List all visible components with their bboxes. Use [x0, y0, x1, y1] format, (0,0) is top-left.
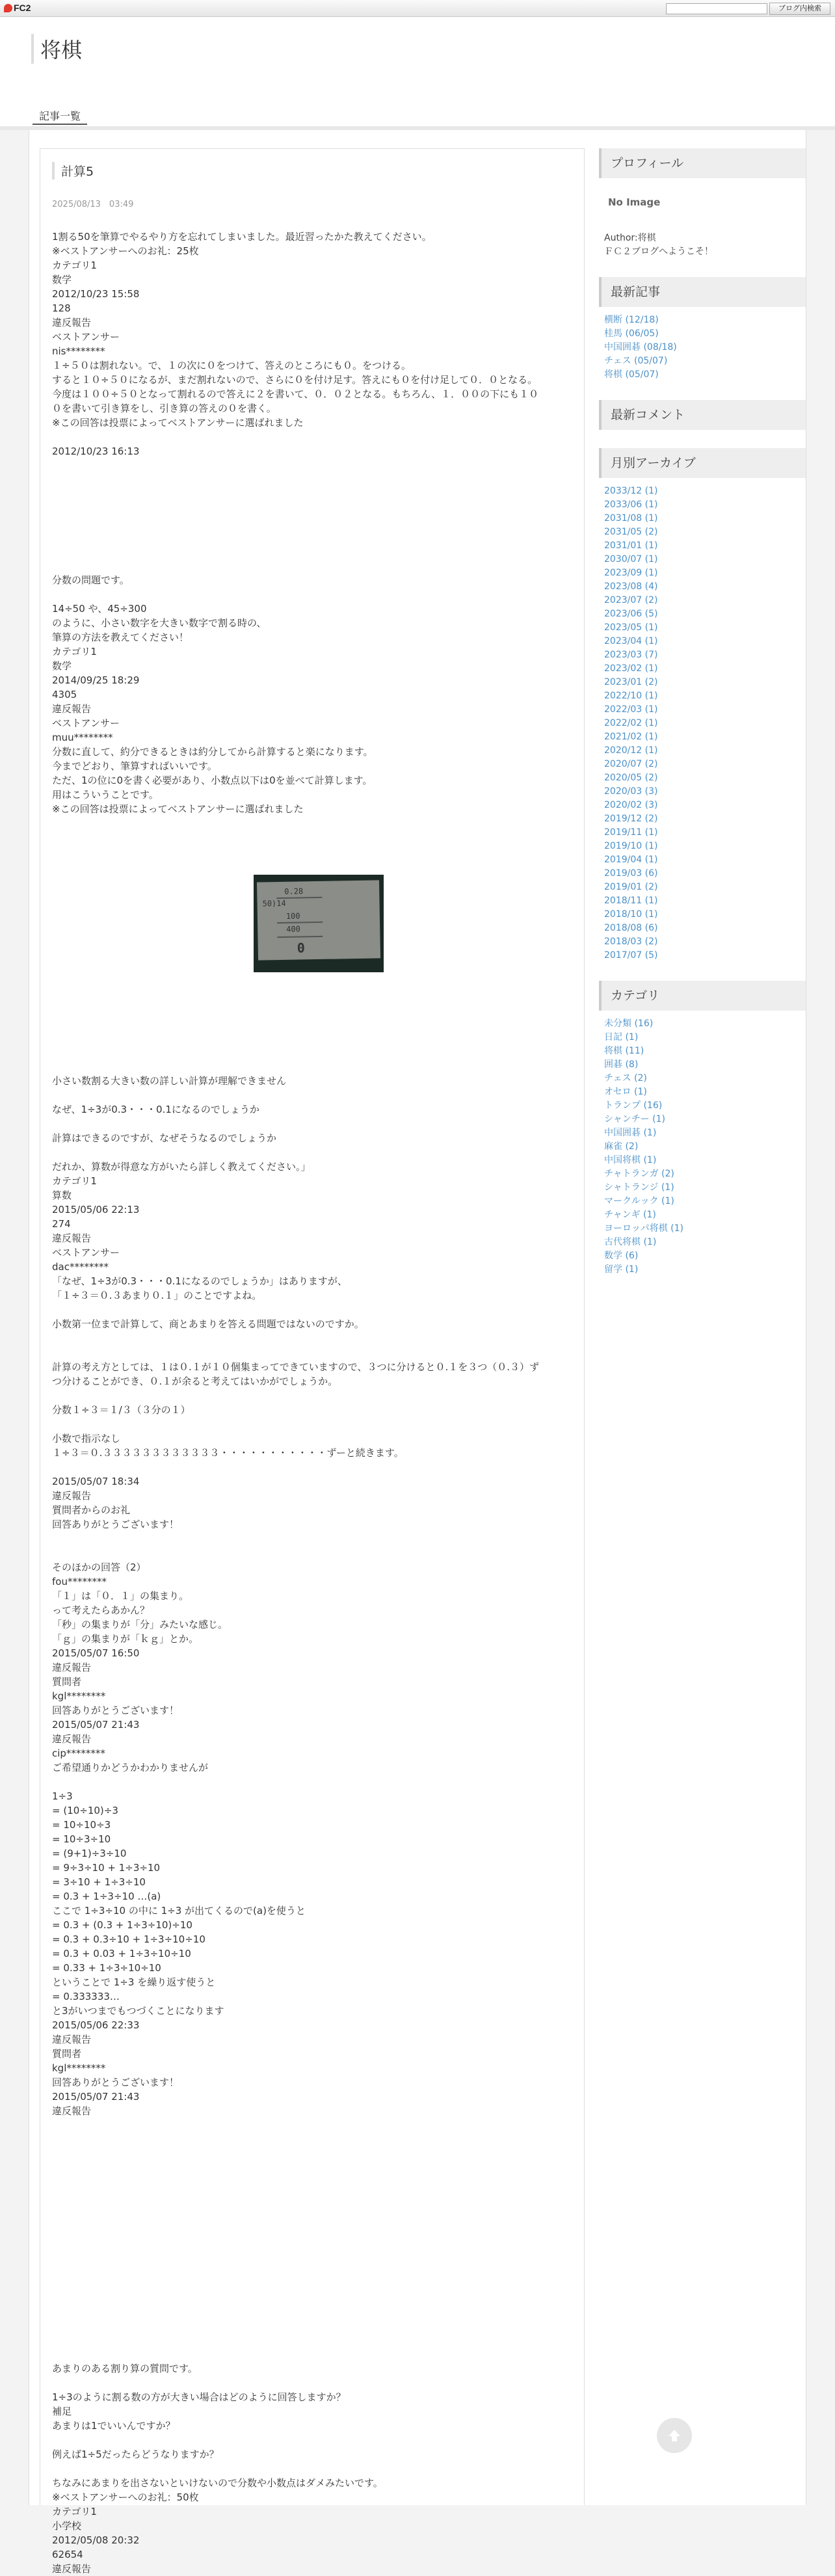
category-link[interactable]: 未分類 (16) — [604, 1018, 654, 1029]
sidebar — [599, 148, 806, 1295]
blog-search-input[interactable] — [666, 3, 767, 14]
archive-month-link[interactable]: 2020/07 (2) — [604, 759, 658, 769]
archive-month-link[interactable]: 2018/08 (6) — [604, 923, 658, 933]
archive-month-link[interactable]: 2022/02 (1) — [604, 718, 658, 728]
archive-month-link[interactable]: 2023/03 (7) — [604, 650, 658, 660]
archive-list — [599, 478, 806, 963]
category-link[interactable]: チェス (2) — [604, 1073, 647, 1083]
archive-month-link[interactable]: 2021/02 (1) — [604, 732, 658, 742]
fc2-toolbar — [0, 0, 835, 17]
calculation-photo — [254, 875, 384, 972]
blog-header — [0, 17, 835, 130]
archive-month-link[interactable]: 2033/12 (1) — [604, 486, 658, 496]
archive-month-link[interactable]: 2019/01 (2) — [604, 882, 658, 892]
archive-month-link[interactable]: 2018/10 (1) — [604, 909, 658, 920]
archive-month-link[interactable]: 2023/09 (1) — [604, 568, 658, 578]
entry-date: 2025/08/13 03:49 — [52, 200, 134, 209]
profile-heading: プロフィール — [599, 148, 806, 178]
category-link[interactable]: 中国将棋 (1) — [604, 1155, 657, 1165]
photo-text: 0 — [297, 940, 305, 956]
photo-text: 50)14 — [262, 898, 286, 909]
archive-month-link[interactable]: 2023/07 (2) — [604, 595, 658, 605]
category-link[interactable]: シャンチー (1) — [604, 1114, 666, 1124]
arrow-up-icon — [665, 2426, 683, 2445]
recent-entries-list — [599, 307, 806, 382]
recent-entry-link[interactable]: 桂馬 (06/05) — [604, 328, 659, 339]
content-wrapper — [29, 130, 806, 2575]
category-link[interactable]: 中国囲碁 (1) — [604, 1128, 657, 1138]
profile-no-image: No Image — [608, 196, 661, 208]
profile-block — [599, 148, 806, 259]
archive-month-link[interactable]: 2023/01 (2) — [604, 677, 658, 687]
archive-month-link[interactable]: 2020/12 (1) — [604, 745, 658, 756]
category-link[interactable]: 日記 (1) — [604, 1032, 639, 1042]
recent-entries-block — [599, 277, 806, 382]
archive-month-link[interactable]: 2022/03 (1) — [604, 704, 658, 715]
archive-month-link[interactable]: 2017/07 (5) — [604, 950, 658, 961]
archive-month-link[interactable]: 2031/01 (1) — [604, 540, 658, 551]
archive-month-link[interactable]: 2019/10 (1) — [604, 841, 658, 851]
category-link[interactable]: 留学 (1) — [604, 1264, 639, 1275]
archive-month-link[interactable]: 2023/08 (4) — [604, 581, 658, 592]
back-to-top-button[interactable] — [657, 2418, 692, 2453]
archive-heading: 月別アーカイブ — [599, 448, 806, 478]
archive-month-link[interactable]: 2033/06 (1) — [604, 499, 658, 510]
archive-month-link[interactable]: 2018/11 (1) — [604, 896, 658, 906]
category-link[interactable]: マークルック (1) — [604, 1196, 674, 1206]
blog-title[interactable]: 将棋 — [31, 34, 82, 64]
archive-month-link[interactable]: 2030/07 (1) — [604, 554, 658, 564]
category-link[interactable]: 古代将棋 (1) — [604, 1237, 657, 1247]
category-block — [599, 981, 806, 1277]
photo-line — [277, 922, 323, 923]
archive-month-link[interactable]: 2031/08 (1) — [604, 513, 658, 524]
archive-month-link[interactable]: 2023/04 (1) — [604, 636, 658, 646]
category-link[interactable]: 囲碁 (8) — [604, 1059, 639, 1070]
category-link[interactable]: オセロ (1) — [604, 1087, 647, 1097]
category-list — [599, 1011, 806, 1277]
photo-paper — [257, 880, 380, 960]
entry-title[interactable]: 計算5 — [52, 162, 94, 179]
archive-month-link[interactable]: 2019/03 (6) — [604, 868, 658, 879]
recent-entry-link[interactable]: 横断 (12/18) — [604, 315, 659, 325]
fc2-flame-icon — [4, 4, 12, 12]
recent-entries-heading: 最新記事 — [599, 277, 806, 307]
archive-month-link[interactable]: 2019/11 (1) — [604, 827, 658, 838]
blog-search-button[interactable]: ブログ内検索 — [769, 3, 830, 15]
recent-comments-block — [599, 400, 806, 430]
category-link[interactable]: チャトランガ (2) — [604, 1169, 674, 1179]
nav-article-list[interactable]: 記事一覧 — [33, 108, 87, 125]
recent-comments-heading: 最新コメント — [599, 400, 806, 430]
category-link[interactable]: 将棋 (11) — [604, 1046, 644, 1056]
archive-month-link[interactable]: 2031/05 (2) — [604, 527, 658, 537]
profile-welcome: ＦＣ２ブログへようこそ！ — [604, 246, 713, 257]
archive-month-link[interactable]: 2019/04 (1) — [604, 855, 658, 865]
recent-entry-link[interactable]: チェス (05/07) — [604, 356, 668, 366]
recent-entry-link[interactable]: 中国囲碁 (08/18) — [604, 342, 677, 352]
category-link[interactable]: チャンギ (1) — [604, 1210, 656, 1220]
photo-text: 0.28 — [284, 886, 304, 896]
category-heading: カテゴリ — [599, 981, 806, 1011]
photo-line — [277, 936, 323, 938]
category-link[interactable]: シャトランジ (1) — [604, 1182, 674, 1193]
photo-text: 100 — [285, 911, 300, 921]
archive-month-link[interactable]: 2023/02 (1) — [604, 663, 658, 674]
photo-text: 400 — [286, 924, 301, 934]
archive-block — [599, 448, 806, 963]
archive-month-link[interactable]: 2020/03 (3) — [604, 786, 658, 797]
recent-entry-link[interactable]: 将棋 (05/07) — [604, 369, 659, 380]
archive-month-link[interactable]: 2018/03 (2) — [604, 936, 658, 947]
fc2-logo-text: FC2 — [14, 3, 31, 13]
archive-month-link[interactable]: 2023/06 (5) — [604, 609, 658, 619]
category-link[interactable]: トランプ (16) — [604, 1100, 663, 1111]
archive-month-link[interactable]: 2020/05 (2) — [604, 773, 658, 783]
category-link[interactable]: ヨーロッパ将棋 (1) — [604, 1223, 684, 1234]
archive-month-link[interactable]: 2020/02 (3) — [604, 800, 658, 810]
archive-month-link[interactable]: 2019/12 (2) — [604, 814, 658, 824]
entry-article — [40, 148, 585, 2575]
profile-author: Author:将棋 — [604, 233, 656, 243]
category-link[interactable]: 麻雀 (2) — [604, 1141, 639, 1152]
category-link[interactable]: 数学 (6) — [604, 1251, 639, 1261]
archive-month-link[interactable]: 2023/05 (1) — [604, 622, 658, 633]
fc2-logo[interactable] — [4, 3, 31, 13]
entry-body: 1割る50を筆算でやるやり方を忘れてしまいました。最近習ったかた教えてください。 ※ベストアンサーへのお礼：25枚 カテゴリ1 数学 2012/10/23 15:58 128 違反報告 ベストアンサー nis******** １÷５０は割れない。で、１の次に０をつけて、答えのところにも０。をつける。 すると１０÷５０になるが、まだ割れないので、さらに０を付け足す。答えにも０を付け足して０．０となる。 今度は１００÷５０となって割れるので答えに２を書いて、０．０２となる。もちろん、１．００の下にも１０ ０を書いて引き算をし、引き算の答えの０を書く。 ※この回答は投票によってベストアンサーに選ばれました 2012/10/23 16:13 分数の問題です。 14÷50 や、45÷300 のように、小さい数字を大きい数字で割る時の、 筆算の方法を教えてください！ カテゴリ1 数学 2014/09/25 18:29 4305 違反報告 ベストアンサー muu******** 分数に直して、約分できるときは約分してから計算すると楽になります。 今までどおり、筆算すればいいです。 ただ、1の位に0を書く必要があり、小数点以下は0を並べて計算します。 用はこういうことです。 ※この回答は投票によってベストアンサーに選ばれました 小さい数割る大きい数の詳しい計算が理解できません なぜ、1÷3が0.3・・・0.1になるのでしょうか 計算はできるのですが、なぜそうなるのでしょうか だれか、算数が得意な方がいたら詳しく教えてください。」 カテゴリ1 算数 2015/05/06 22:13 274 違反報告 ベストアンサー dac******** 「なぜ、1÷3が0.3・・・0.1になるのでしょうか」はありますが、 「１÷３＝０.３あまり０.１」のことですよね。 小数第一位まで計算して、商とあまりを答える問題ではないのですか。 計算の考え方としては、１は０.１が１０個集まってできていますので、３つに分けると０.１を３つ（０.３）ず つ分けることができ、０.１が余ると考えてはいかがでしょうか。 分数１÷３＝１/３（３分の１） 小数で指示なし １÷３＝０.３３３３３３３３３３３３・・・・・・・・・・・ずーと続きます。 2015/05/07 18:34 違反報告 質問者からのお礼 回答ありがとうございます！ そのほかの回答（2） fou******** 「１」は「０．１」の集まり。 って考えたらあかん？ 「秒」の集まりが「分」みたいな感じ。 「ｇ」の集まりが「ｋｇ」とか。 2015/05/07 16:50 違反報告 質問者 kgl******** 回答ありがとうございます！ 2015/05/07 21:43 違反報告 cip******** ご希望通りかどうかわかりませんが 1÷3 = (10÷10)÷3 = 10÷10÷3 = 10÷3÷10 = (9+1)÷3÷10 = 9÷3÷10 + 1÷3÷10 = 3÷10 + 1÷3÷10 = 0.3 + 1÷3÷10 …(a) ここで 1÷3÷10 の中に 1÷3 が出てくるので(a)を使うと = 0.3 + (0.3 + 1÷3÷10)÷10 = 0.3 + 0.3÷10 + 1÷3÷10÷10 = 0.3 + 0.03 + 1÷3÷10÷10 = 0.33 + 1÷3÷10÷10 ということで 1÷3 を繰り返す使うと = 0.333333… と3がいつまでもつづくことになります 2015/05/06 22:33 違反報告 質問者 kgl******** 回答ありがとうございます！ 2015/05/07 21:43 違反報告 あまりのある割り算の質問です。 1÷3のように割る数の方が大きい場合はどのように回答しますか？ 補足 あまりは1でいいんですか？ 例えば1÷5だったらどうなりますか？ ちなみにあまりを出さないといけないので分数や小数点はダメみたいです。 ※ベストアンサーへのお礼：50枚 カテゴリ1 小学校 2012/05/08 20:32 62654 違反報告 — [52, 231, 540, 2575]
archive-month-link[interactable]: 2022/10 (1) — [604, 691, 658, 701]
